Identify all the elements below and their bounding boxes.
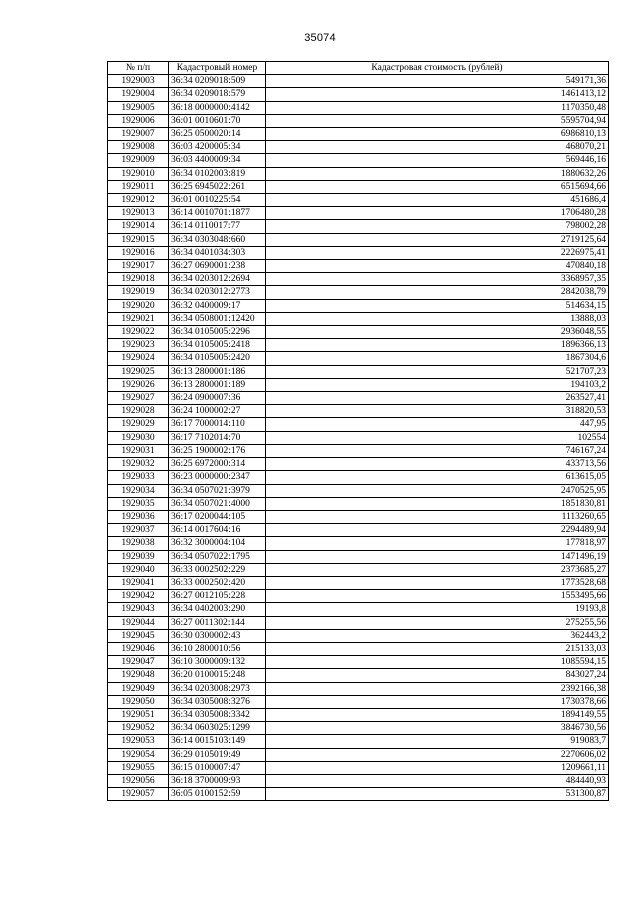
table-row bbox=[108, 735, 609, 748]
row-index-cell: 1929015 bbox=[108, 233, 169, 246]
cadastral-number-cell: 36:10 3000009:132 bbox=[169, 656, 266, 669]
table-row bbox=[108, 405, 609, 418]
row-index-cell: 1929017 bbox=[108, 260, 169, 273]
row-index-cell: 1929009 bbox=[108, 154, 169, 167]
cadastral-number-cell: 36:34 0105005:2418 bbox=[169, 339, 266, 352]
row-index-cell: 1929030 bbox=[108, 431, 169, 444]
cadastral-value-cell: 1553495,66 bbox=[266, 590, 609, 603]
cadastral-value-cell: 5595704,94 bbox=[266, 114, 609, 127]
cadastral-number-cell: 36:33 0002502:229 bbox=[169, 563, 266, 576]
cadastral-value-cell: 484440,93 bbox=[266, 774, 609, 787]
table-row bbox=[108, 444, 609, 457]
column-header-cadastral-value: Кадастровая стоимость (рублей) bbox=[266, 62, 609, 75]
table-row bbox=[108, 682, 609, 695]
cadastral-value-cell: 843027,24 bbox=[266, 669, 609, 682]
table-row bbox=[108, 431, 609, 444]
cadastral-number-cell: 36:13 2800001:186 bbox=[169, 365, 266, 378]
row-index-cell: 1929036 bbox=[108, 510, 169, 523]
cadastral-value-cell: 6515694,66 bbox=[266, 180, 609, 193]
table-row bbox=[108, 352, 609, 365]
table-row bbox=[108, 550, 609, 563]
cadastral-value-cell: 2373685,27 bbox=[266, 563, 609, 576]
cadastral-number-cell: 36:14 0017604:16 bbox=[169, 524, 266, 537]
table-row bbox=[108, 576, 609, 589]
row-index-cell: 1929042 bbox=[108, 590, 169, 603]
table-row bbox=[108, 788, 609, 801]
table-row bbox=[108, 524, 609, 537]
row-index-cell: 1929006 bbox=[108, 114, 169, 127]
cadastral-number-cell: 36:34 0507021:4000 bbox=[169, 497, 266, 510]
cadastral-number-cell: 36:14 0010701:1877 bbox=[169, 207, 266, 220]
cadastral-number-cell: 36:17 0200044:105 bbox=[169, 510, 266, 523]
row-index-cell: 1929052 bbox=[108, 722, 169, 735]
row-index-cell: 1929050 bbox=[108, 695, 169, 708]
cadastral-value-cell: 433713,56 bbox=[266, 458, 609, 471]
cadastral-value-cell: 613615,05 bbox=[266, 471, 609, 484]
cadastral-value-cell: 451686,4 bbox=[266, 194, 609, 207]
cadastral-number-cell: 36:03 4200005:34 bbox=[169, 141, 266, 154]
row-index-cell: 1929047 bbox=[108, 656, 169, 669]
cadastral-value-cell: 521707,23 bbox=[266, 365, 609, 378]
cadastral-value-cell: 275255,56 bbox=[266, 616, 609, 629]
cadastral-value-cell: 3846730,56 bbox=[266, 722, 609, 735]
table-row bbox=[108, 695, 609, 708]
table-row bbox=[108, 378, 609, 391]
cadastral-value-cell: 2470525,95 bbox=[266, 484, 609, 497]
cadastral-value-cell: 2392166,38 bbox=[266, 682, 609, 695]
cadastral-number-cell: 36:23 0000000:2347 bbox=[169, 471, 266, 484]
cadastral-number-cell: 36:34 0105005:2420 bbox=[169, 352, 266, 365]
cadastral-number-cell: 36:34 0402003:290 bbox=[169, 603, 266, 616]
cadastral-number-cell: 36:34 0507021:3979 bbox=[169, 484, 266, 497]
cadastral-value-cell: 1113260,65 bbox=[266, 510, 609, 523]
cadastral-number-cell: 36:05 0100152:59 bbox=[169, 788, 266, 801]
table-row bbox=[108, 194, 609, 207]
row-index-cell: 1929041 bbox=[108, 576, 169, 589]
cadastral-value-cell: 19193,8 bbox=[266, 603, 609, 616]
cadastral-number-cell: 36:20 0100015:248 bbox=[169, 669, 266, 682]
row-index-cell: 1929019 bbox=[108, 286, 169, 299]
row-index-cell: 1929045 bbox=[108, 629, 169, 642]
table-row bbox=[108, 774, 609, 787]
row-index-cell: 1929035 bbox=[108, 497, 169, 510]
cadastral-number-cell: 36:25 0500020:14 bbox=[169, 128, 266, 141]
cadastral-value-cell: 1896366,13 bbox=[266, 339, 609, 352]
row-index-cell: 1929037 bbox=[108, 524, 169, 537]
row-index-cell: 1929048 bbox=[108, 669, 169, 682]
cadastral-value-cell: 1730378,66 bbox=[266, 695, 609, 708]
row-index-cell: 1929057 bbox=[108, 788, 169, 801]
table-row bbox=[108, 590, 609, 603]
table-row bbox=[108, 207, 609, 220]
cadastral-value-cell: 194103,2 bbox=[266, 378, 609, 391]
row-index-cell: 1929011 bbox=[108, 180, 169, 193]
cadastral-value-cell: 2936048,55 bbox=[266, 326, 609, 339]
cadastral-number-cell: 36:18 0000000:4142 bbox=[169, 101, 266, 114]
cadastral-value-cell: 2719125,64 bbox=[266, 233, 609, 246]
table-row bbox=[108, 603, 609, 616]
cadastral-value-cell: 531300,87 bbox=[266, 788, 609, 801]
row-index-cell: 1929005 bbox=[108, 101, 169, 114]
cadastral-number-cell: 36:34 0209018:509 bbox=[169, 75, 266, 88]
cadastral-value-cell: 447,95 bbox=[266, 418, 609, 431]
table-row bbox=[108, 88, 609, 101]
cadastral-value-cell: 1209661,11 bbox=[266, 761, 609, 774]
cadastral-number-cell: 36:24 1000002:27 bbox=[169, 405, 266, 418]
table-row bbox=[108, 669, 609, 682]
row-index-cell: 1929044 bbox=[108, 616, 169, 629]
table-row bbox=[108, 365, 609, 378]
row-index-cell: 1929049 bbox=[108, 682, 169, 695]
row-index-cell: 1929021 bbox=[108, 312, 169, 325]
table-header-row bbox=[108, 62, 609, 75]
cadastral-value-cell: 1706480,28 bbox=[266, 207, 609, 220]
cadastral-number-cell: 36:34 0507022:1795 bbox=[169, 550, 266, 563]
cadastral-value-cell: 1867304,6 bbox=[266, 352, 609, 365]
cadastral-number-cell: 36:34 0305008:3342 bbox=[169, 708, 266, 721]
row-index-cell: 1929053 bbox=[108, 735, 169, 748]
cadastral-value-cell: 3368957,35 bbox=[266, 273, 609, 286]
row-index-cell: 1929039 bbox=[108, 550, 169, 563]
cadastral-number-cell: 36:33 0002502:420 bbox=[169, 576, 266, 589]
cadastral-number-cell: 36:27 0012105:228 bbox=[169, 590, 266, 603]
table-row bbox=[108, 167, 609, 180]
cadastral-value-cell: 13888,03 bbox=[266, 312, 609, 325]
row-index-cell: 1929055 bbox=[108, 761, 169, 774]
cadastral-number-cell: 36:34 0105005:2296 bbox=[169, 326, 266, 339]
table-row bbox=[108, 128, 609, 141]
column-header-index: № п/п bbox=[108, 62, 169, 75]
table-row bbox=[108, 537, 609, 550]
cadastral-number-cell: 36:25 6945022:261 bbox=[169, 180, 266, 193]
row-index-cell: 1929051 bbox=[108, 708, 169, 721]
cadastral-value-cell: 1773528,68 bbox=[266, 576, 609, 589]
cadastral-number-cell: 36:01 0010225:54 bbox=[169, 194, 266, 207]
row-index-cell: 1929013 bbox=[108, 207, 169, 220]
cadastral-value-cell: 6986810,13 bbox=[266, 128, 609, 141]
row-index-cell: 1929014 bbox=[108, 220, 169, 233]
table-row bbox=[108, 629, 609, 642]
table-row bbox=[108, 101, 609, 114]
table-row bbox=[108, 220, 609, 233]
cadastral-value-cell: 1461413,12 bbox=[266, 88, 609, 101]
table-row bbox=[108, 392, 609, 405]
table-row bbox=[108, 299, 609, 312]
row-index-cell: 1929004 bbox=[108, 88, 169, 101]
row-index-cell: 1929016 bbox=[108, 246, 169, 259]
cadastral-value-cell: 798002,28 bbox=[266, 220, 609, 233]
row-index-cell: 1929031 bbox=[108, 444, 169, 457]
table-row bbox=[108, 326, 609, 339]
row-index-cell: 1929024 bbox=[108, 352, 169, 365]
cadastral-value-cell: 919083,7 bbox=[266, 735, 609, 748]
row-index-cell: 1929034 bbox=[108, 484, 169, 497]
cadastral-number-cell: 36:01 0010601:70 bbox=[169, 114, 266, 127]
table-row bbox=[108, 312, 609, 325]
cadastral-value-cell: 2842038,79 bbox=[266, 286, 609, 299]
row-index-cell: 1929020 bbox=[108, 299, 169, 312]
cadastral-number-cell: 36:17 7000014:110 bbox=[169, 418, 266, 431]
cadastral-value-cell: 2226975,41 bbox=[266, 246, 609, 259]
row-index-cell: 1929033 bbox=[108, 471, 169, 484]
cadastral-value-cell: 468070,21 bbox=[266, 141, 609, 154]
table-row bbox=[108, 616, 609, 629]
cadastral-number-cell: 36:34 0303048:660 bbox=[169, 233, 266, 246]
table-row bbox=[108, 75, 609, 88]
cadastral-number-cell: 36:24 0900007:36 bbox=[169, 392, 266, 405]
cadastral-number-cell: 36:34 0209018:579 bbox=[169, 88, 266, 101]
row-index-cell: 1929025 bbox=[108, 365, 169, 378]
row-index-cell: 1929046 bbox=[108, 642, 169, 655]
cadastral-number-cell: 36:27 0690001:238 bbox=[169, 260, 266, 273]
cadastral-number-cell: 36:34 0401034:303 bbox=[169, 246, 266, 259]
cadastral-number-cell: 36:32 3000004:104 bbox=[169, 537, 266, 550]
table-row bbox=[108, 260, 609, 273]
table-row bbox=[108, 339, 609, 352]
row-index-cell: 1929054 bbox=[108, 748, 169, 761]
row-index-cell: 1929012 bbox=[108, 194, 169, 207]
page-number: 35074 bbox=[304, 32, 336, 44]
cadastral-value-cell: 1851830,81 bbox=[266, 497, 609, 510]
table-row bbox=[108, 563, 609, 576]
cadastral-number-cell: 36:34 0203012:2694 bbox=[169, 273, 266, 286]
table-body bbox=[108, 75, 609, 801]
table-row bbox=[108, 141, 609, 154]
cadastral-value-cell: 1170350,48 bbox=[266, 101, 609, 114]
table-row bbox=[108, 233, 609, 246]
table-row bbox=[108, 471, 609, 484]
cadastral-number-cell: 36:25 1900002:176 bbox=[169, 444, 266, 457]
cadastral-value-cell: 1471496,19 bbox=[266, 550, 609, 563]
row-index-cell: 1929027 bbox=[108, 392, 169, 405]
cadastral-value-cell: 318820,53 bbox=[266, 405, 609, 418]
table-row bbox=[108, 656, 609, 669]
row-index-cell: 1929007 bbox=[108, 128, 169, 141]
cadastral-number-cell: 36:14 0110017:77 bbox=[169, 220, 266, 233]
row-index-cell: 1929043 bbox=[108, 603, 169, 616]
row-index-cell: 1929040 bbox=[108, 563, 169, 576]
cadastral-number-cell: 36:30 0300002:43 bbox=[169, 629, 266, 642]
table-row bbox=[108, 484, 609, 497]
cadastral-number-cell: 36:29 0105019:49 bbox=[169, 748, 266, 761]
cadastral-value-cell: 569446,16 bbox=[266, 154, 609, 167]
table-row bbox=[108, 114, 609, 127]
cadastral-number-cell: 36:27 0011302:144 bbox=[169, 616, 266, 629]
cadastral-value-cell: 362443,2 bbox=[266, 629, 609, 642]
cadastral-number-cell: 36:17 7102014:70 bbox=[169, 431, 266, 444]
cadastral-value-cell: 263527,41 bbox=[266, 392, 609, 405]
table-row bbox=[108, 273, 609, 286]
cadastral-value-cell: 1880632,26 bbox=[266, 167, 609, 180]
cadastral-value-cell: 549171,36 bbox=[266, 75, 609, 88]
row-index-cell: 1929010 bbox=[108, 167, 169, 180]
row-index-cell: 1929022 bbox=[108, 326, 169, 339]
row-index-cell: 1929056 bbox=[108, 774, 169, 787]
row-index-cell: 1929032 bbox=[108, 458, 169, 471]
cadastral-number-cell: 36:34 0102003:819 bbox=[169, 167, 266, 180]
row-index-cell: 1929026 bbox=[108, 378, 169, 391]
cadastral-value-cell: 215133,03 bbox=[266, 642, 609, 655]
cadastral-number-cell: 36:34 0508001:12420 bbox=[169, 312, 266, 325]
cadastral-value-cell: 470840,18 bbox=[266, 260, 609, 273]
row-index-cell: 1929018 bbox=[108, 273, 169, 286]
cadastral-number-cell: 36:25 6972000:314 bbox=[169, 458, 266, 471]
row-index-cell: 1929003 bbox=[108, 75, 169, 88]
cadastral-number-cell: 36:10 2800010:56 bbox=[169, 642, 266, 655]
table-row bbox=[108, 246, 609, 259]
table-row bbox=[108, 497, 609, 510]
cadastral-number-cell: 36:14 0015103:149 bbox=[169, 735, 266, 748]
cadastral-number-cell: 36:34 0203012:2773 bbox=[169, 286, 266, 299]
row-index-cell: 1929008 bbox=[108, 141, 169, 154]
cadastral-value-table bbox=[107, 61, 609, 801]
cadastral-value-cell: 2294489,94 bbox=[266, 524, 609, 537]
row-index-cell: 1929029 bbox=[108, 418, 169, 431]
cadastral-value-cell: 746167,24 bbox=[266, 444, 609, 457]
table-row bbox=[108, 286, 609, 299]
table-row bbox=[108, 458, 609, 471]
table-row bbox=[108, 418, 609, 431]
row-index-cell: 1929038 bbox=[108, 537, 169, 550]
cadastral-number-cell: 36:13 2800001:189 bbox=[169, 378, 266, 391]
cadastral-number-cell: 36:34 0603025:1299 bbox=[169, 722, 266, 735]
cadastral-number-cell: 36:34 0305008:3276 bbox=[169, 695, 266, 708]
table-row bbox=[108, 510, 609, 523]
cadastral-number-cell: 36:32 0400009:17 bbox=[169, 299, 266, 312]
table-row bbox=[108, 180, 609, 193]
cadastral-value-cell: 514634,15 bbox=[266, 299, 609, 312]
cadastral-number-cell: 36:15 0100007:47 bbox=[169, 761, 266, 774]
column-header-cadastral-number: Кадастровый номер bbox=[169, 62, 266, 75]
table-row bbox=[108, 761, 609, 774]
table-row bbox=[108, 722, 609, 735]
cadastral-value-cell: 102554 bbox=[266, 431, 609, 444]
cadastral-number-cell: 36:34 0203008:2973 bbox=[169, 682, 266, 695]
row-index-cell: 1929028 bbox=[108, 405, 169, 418]
cadastral-value-cell: 177818,97 bbox=[266, 537, 609, 550]
cadastral-value-cell: 1085594,15 bbox=[266, 656, 609, 669]
cadastral-number-cell: 36:18 3700009:93 bbox=[169, 774, 266, 787]
cadastral-number-cell: 36:03 4400009:34 bbox=[169, 154, 266, 167]
table-row bbox=[108, 708, 609, 721]
table-row bbox=[108, 642, 609, 655]
table-row bbox=[108, 748, 609, 761]
cadastral-value-cell: 1894149,55 bbox=[266, 708, 609, 721]
row-index-cell: 1929023 bbox=[108, 339, 169, 352]
table-row bbox=[108, 154, 609, 167]
cadastral-value-cell: 2270606,02 bbox=[266, 748, 609, 761]
